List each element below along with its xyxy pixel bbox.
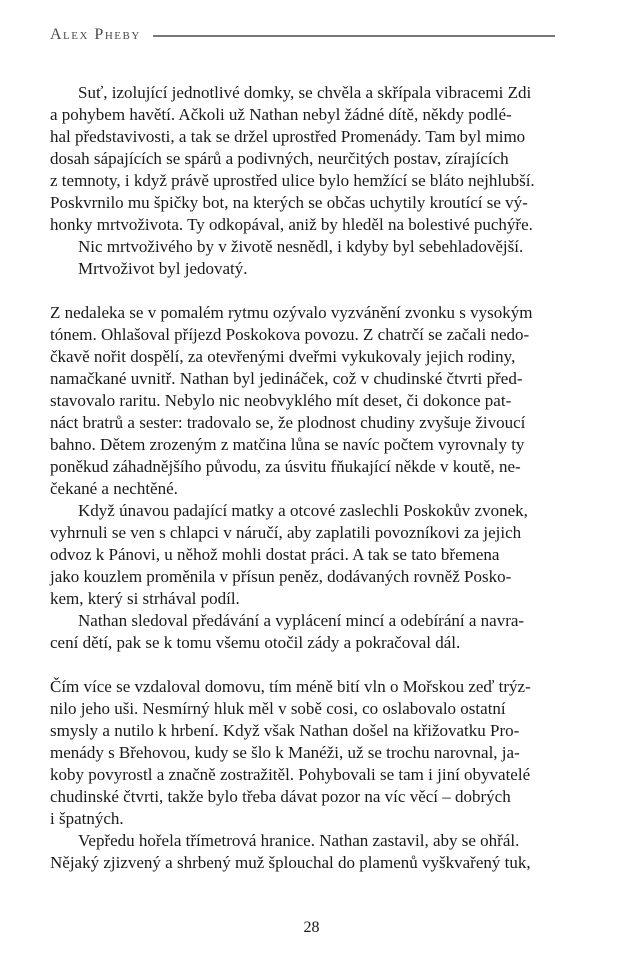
paragraph: Když únavou padající matky a otcové zaslechli Poskokův zvonek, vyhrnuli se ven s chlapci v náručí, aby zaplatili povozníkovi za jejich odvoz k Pánovi, u něhož mohli dostat práci. A tak se tato břemena jako kouzlem proměnila v přísun peněz, dodávaných rovněž Posko- kem, který si strhával podíl. [50, 501, 528, 608]
running-head [50, 26, 555, 44]
body-text [50, 82, 555, 874]
header-rule [153, 35, 555, 37]
page-number: 28 [303, 919, 320, 936]
paragraph: Nathan sledoval předávání a vyplácení mincí a odebírání a navra- cení dětí, pak se k tomu všemu otočil zády a pokračoval dál. [50, 611, 525, 652]
paragraph: Vepředu hořela třímetrová hranice. Nathan zastavil, aby se ohřál. Nějaký zjizvený a shrbený muž šplouchal do plamenů vyškvařený tuk, [50, 831, 531, 872]
section-start-paragraph: Čím více se vzdaloval domovu, tím méně bití vln o Mořskou zeď trýz- nilo jeho uši. Nesmírný hluk měl v sobě cosi, co oslabovalo ostatní smysly a nutilo k hrbení. Když však Nathan došel na křižovatku Pro- menády s Břehovou, kudy se šlo k Manéži, už se trochu narovnal, ja- koby povyrostl a značně zostražitěl. Pohybovali se tam i jiní obyvatelé chudinské čtvrti, takže bylo třeba dávat pozor na víc věcí – dobrých i špatných. [50, 677, 531, 828]
running-head-author: Alex Pheby [50, 26, 141, 43]
paragraph: Nic mrtvoživého by v životě nesnědl, i kdyby byl sebehladovější. [78, 237, 524, 256]
section-start-paragraph: Z nedaleka se v pomalém rytmu ozývalo vyzvánění zvonku s vysokým tónem. Ohlašoval příjezd Poskokova povozu. Z chatrčí se začali nedo- čkavě nořit dospělí, za otevřenými dveřmi vykukovaly jejich rodiny, namačkané uvnitř. Nathan byl jedináček, což v chudinské čtvrti před- stavovalo raritu. Nebylo nic neobvyklého mít deset, či dokonce pat- náct bratrů a sester: tradovalo se, že plodnost chudiny zvyšuje živoucí bahno. Dětem zrozeným z matčina lůna se navíc počtem vyrovnaly ty poněkud záhadnějšího původu, za úsvitu fňukající někde v koutě, ne- čekané a nechtěné. [50, 303, 533, 498]
paragraph: Mrtvoživot byl jedovatý. [78, 259, 248, 278]
paragraph: Suť, izolující jednotlivé domky, se chvěla a skřípala vibracemi Zdi a pohybem havětí. Ačkoli už Nathan nebyl žádné dítě, někdy podlé- hal představivosti, a tak se držel uprostřed Promenády. Tam byl mimo dosah sápajících se spárů a podivných, neurčitých postav, zírajících z temnoty, i když právě uprostřed ulice bylo hemžící se bláto nejhlubší. Poskvrnilo mu špičky bot, na kterých se občas uchytily kroutící se vý- honky mrtvoživota. Ty odkopával, aniž by hleděl na bolestivé puchýře. [50, 83, 535, 234]
